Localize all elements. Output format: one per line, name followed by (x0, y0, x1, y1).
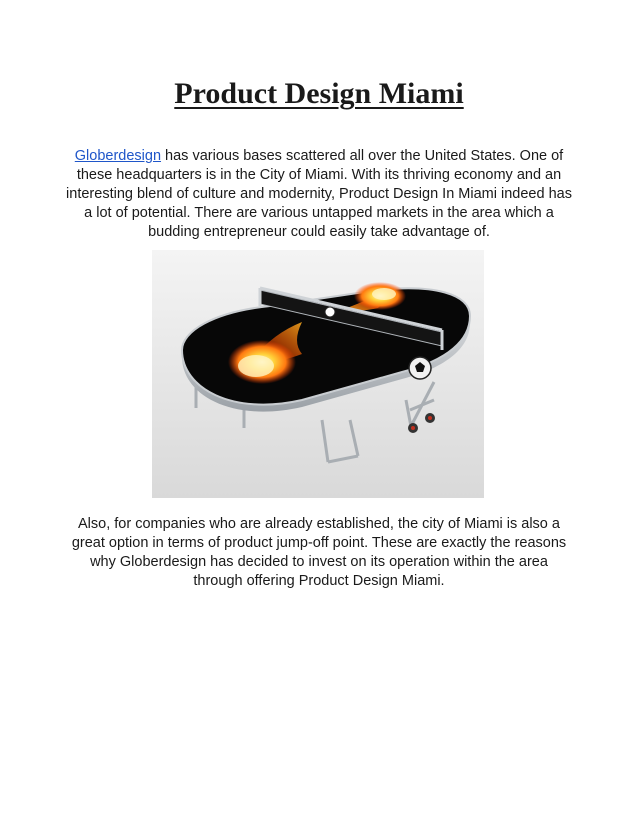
globerdesign-link[interactable]: Globerdesign (74, 148, 162, 164)
ping-pong-table-image (152, 250, 484, 498)
closing-paragraph: Also, for companies who are already established, the city of Miami is also a great option in terms of product jump-off point. These are exactly the reasons why Globerdesign has decided to invest on its operation within the area through offering Product Design Miami. (71, 516, 567, 589)
page-title-text: Product Design Miami (174, 77, 464, 110)
intro-paragraph (66, 147, 572, 242)
ping-pong-table-illustration (152, 250, 484, 498)
page-title (0, 76, 638, 112)
soccer-ball (409, 357, 431, 379)
intro-paragraph-text: has various bases scattered all over the United States. One of these headquarters is in the City of Miami. With its thriving economy and an interesting blend of culture and modernity, Product Design In Miami indeed has a lot of potential. There are various untapped markets in the area which a budding entrepreneur could easily take advantage of. (66, 148, 572, 240)
